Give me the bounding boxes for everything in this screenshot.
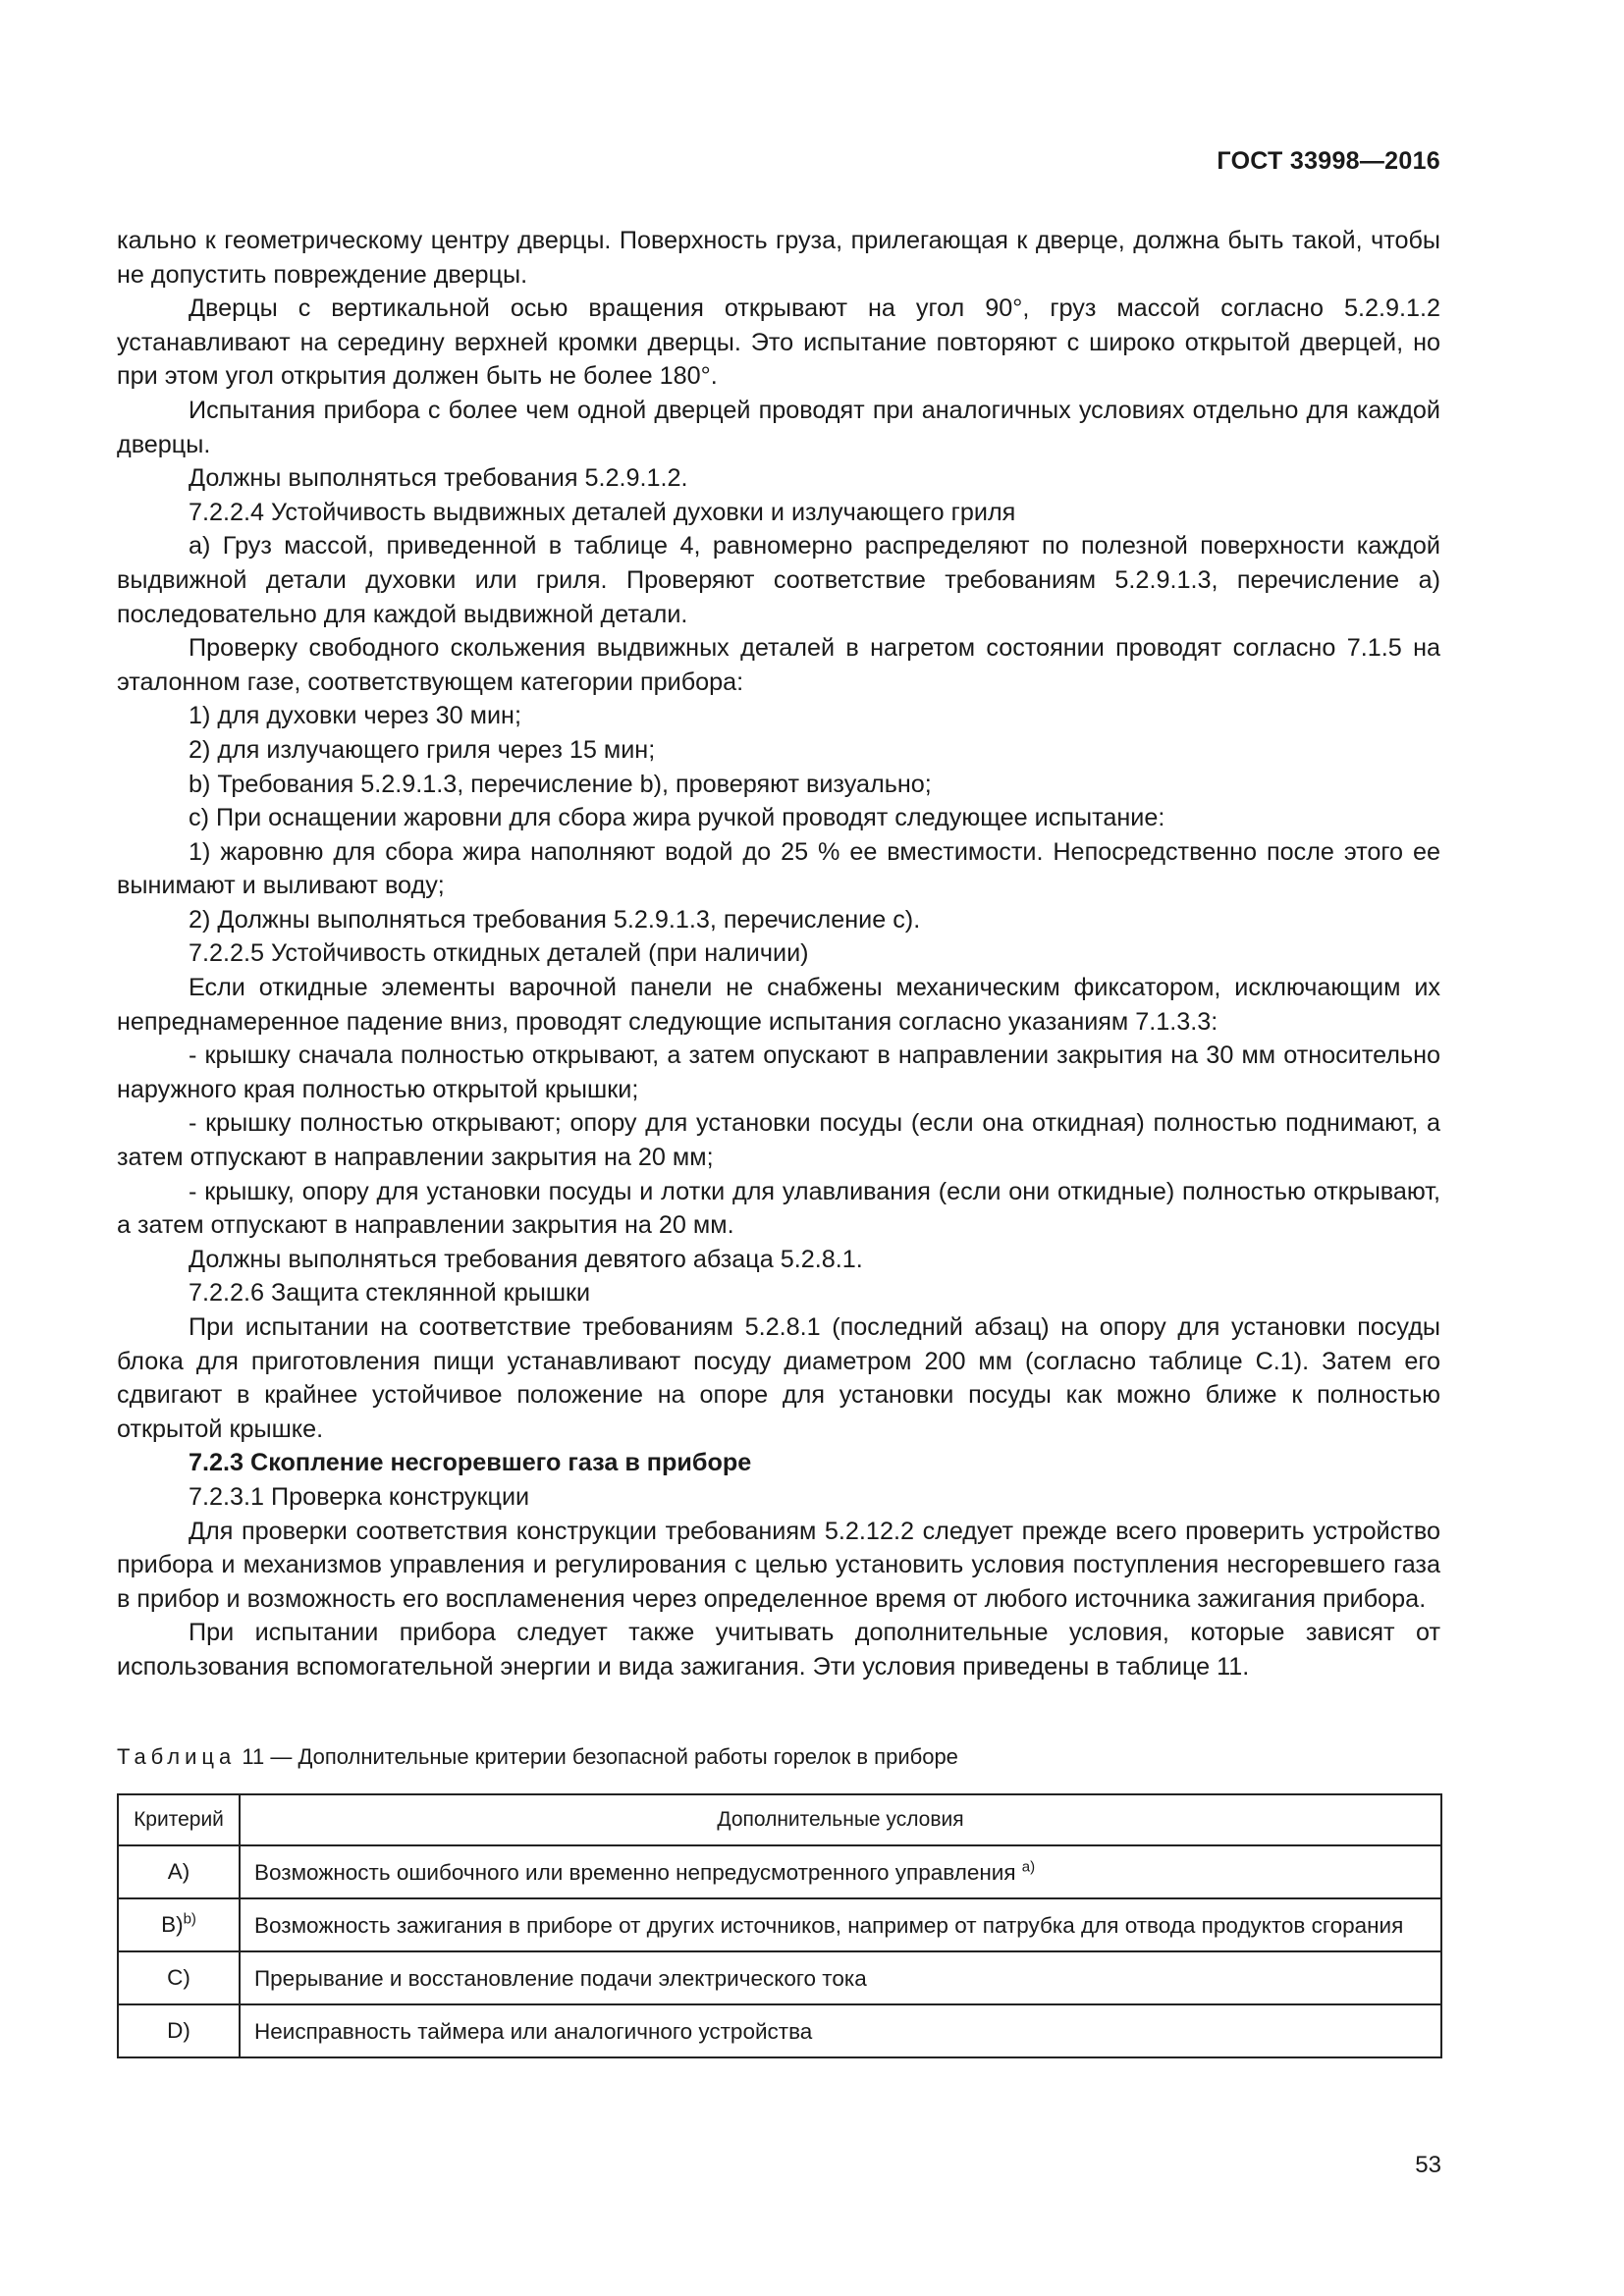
paragraph: кально к геометрическому центру дверцы. Поверхность груза, прилегающая к дверце, должна быть такой, чтобы не допустить повреждение дверцы. — [117, 227, 1440, 289]
paragraph: Если откидные элементы варочной панели не снабжены механическим фиксатором, исключающим их непреднамеренное падение вниз, проводят следующие испытания согласно указаниям 7.1.3.3: — [117, 974, 1440, 1036]
section-heading: 7.2.2.6 Защита стеклянной крышки — [189, 1279, 591, 1308]
section-heading: 7.2.2.5 Устойчивость откидных деталей (при наличии) — [189, 939, 809, 968]
paragraph: Проверку свободного скольжения выдвижных деталей в нагретом состоянии проводят согласно 7.1.5 на эталонном газе, соответствующем категории прибора: — [117, 634, 1440, 696]
condition-cell — [240, 2004, 1441, 2057]
section-heading-bold: 7.2.3 Скопление несгоревшего газа в приборе — [189, 1449, 752, 1477]
table-caption-title: 11 — Дополнительные критерии безопасной работы горелок в приборе — [242, 1744, 958, 1769]
section-heading: 7.2.2.4 Устойчивость выдвижных деталей духовки и излучающего гриля — [189, 498, 1016, 526]
table-row — [118, 2004, 1441, 2057]
criterion-label: D) — [167, 2018, 190, 2043]
criterion-cell — [118, 1951, 240, 2004]
criterion-label: A) — [167, 1859, 190, 1884]
page-number: 53 — [1415, 2152, 1441, 2178]
list-item: - крышку полностью открывают; опору для установки посуды (если она откидная) полностью поднимают, а затем отпускают в направлении закрытия на 20 мм; — [117, 1109, 1440, 1172]
criterion-cell — [118, 1898, 240, 1951]
criterion-cell — [118, 2004, 240, 2057]
condition-cell — [240, 1898, 1441, 1951]
list-item: b) Требования 5.2.9.1.3, перечисление b), проверяют визуально; — [189, 770, 932, 798]
condition-text: Возможность ошибочного или временно непредусмотренного управления — [254, 1859, 1016, 1885]
list-item: c) При оснащении жаровни для сбора жира ручкой проводят следующее испытание: — [189, 804, 1165, 832]
condition-cell — [240, 1845, 1441, 1898]
list-item: 2) для излучающего гриля через 15 мин; — [189, 735, 656, 764]
paragraph: Должны выполняться требования 5.2.9.1.2. — [189, 464, 688, 493]
table-caption — [117, 1743, 958, 1771]
body-text — [117, 224, 1440, 1684]
paragraph: При испытании прибора следует также учитывать дополнительные условия, которые зависят от использования вспомогательной энергии и вида зажигания. Эти условия приведены в таблице 11. — [117, 1619, 1440, 1681]
criterion-cell — [118, 1845, 240, 1898]
paragraph: Должны выполняться требования девятого абзаца 5.2.8.1. — [189, 1245, 863, 1273]
paragraph: Для проверки соответствия конструкции требованиям 5.2.12.2 следует прежде всего проверить устройство прибора и механизмов управления и регулирования с целью установить условия поступления несгоревшего газа в прибор и возможность его воспламенения через определенное время от любого источника зажигания прибора. — [117, 1517, 1440, 1613]
document-standard-header: ГОСТ 33998—2016 — [1217, 147, 1440, 175]
paragraph: Испытания прибора с более чем одной дверцей проводят при аналогичных условиях отдельно для каждой дверцы. — [117, 396, 1440, 458]
criteria-table — [117, 1793, 1442, 2058]
table-row — [118, 1951, 1441, 2004]
condition-text: Неисправность таймера или аналогичного устройства — [254, 2018, 813, 2044]
footnote-marker: b) — [183, 1910, 196, 1928]
section-heading: 7.2.3.1 Проверка конструкции — [189, 1482, 530, 1511]
column-header-conditions: Дополнительные условия — [240, 1794, 1441, 1845]
table-row — [118, 1898, 1441, 1951]
criterion-label: C) — [167, 1965, 190, 1990]
table-caption-label: Таблица — [117, 1744, 237, 1769]
paragraph: а) Груз массой, приведенной в таблице 4, равномерно распределяют по полезной поверхности каждой выдвижной детали духовки или гриля. Проверяют соответствие требованиям 5.2.9.1.3, перечисление а) последовательно для каждой выдвижной детали. — [117, 532, 1440, 628]
column-header-criterion: Критерий — [118, 1794, 240, 1845]
list-item: 1) для духовки через 30 мин; — [189, 702, 521, 730]
condition-text: Прерывание и восстановление подачи электрического тока — [254, 1965, 867, 1991]
footnote-marker: a) — [1021, 1858, 1036, 1875]
paragraph: При испытании на соответствие требованиям 5.2.8.1 (последний абзац) на опору для установки посуды блока для приготовления пищи устанавливают посуду диаметром 200 мм (согласно таблице С.1). Затем его сдвигают в крайнее устойчивое положение на опоре для установки посуды как можно ближе к полностью открытой крышке. — [117, 1313, 1440, 1443]
criterion-label: B) — [161, 1912, 184, 1937]
condition-cell — [240, 1951, 1441, 2004]
list-item: 2) Должны выполняться требования 5.2.9.1.3, перечисление c). — [189, 905, 921, 934]
table-row — [118, 1845, 1441, 1898]
paragraph: Дверцы с вертикальной осью вращения открывают на угол 90°, груз массой согласно 5.2.9.1.2 устанавливают на середину верхней кромки дверцы. Это испытание повторяют с широко открытой дверцей, но при этом угол открытия должен быть не более 180°. — [117, 294, 1440, 391]
list-item: 1) жаровню для сбора жира наполняют водой до 25 % ее вместимости. Непосредственно после этого ее вынимают и выливают воду; — [117, 837, 1440, 900]
list-item: - крышку, опору для установки посуды и лотки для улавливания (если они откидные) полностью открывают, а затем отпускают в направлении закрытия на 20 мм. — [117, 1177, 1440, 1240]
list-item: - крышку сначала полностью открывают, а затем опускают в направлении закрытия на 30 мм относительно наружного края полностью открытой крышки; — [117, 1041, 1440, 1103]
condition-text: Возможность зажигания в приборе от других источников, например от патрубка для отвода продуктов сгорания — [254, 1912, 1404, 1938]
table-header-row — [118, 1794, 1441, 1845]
